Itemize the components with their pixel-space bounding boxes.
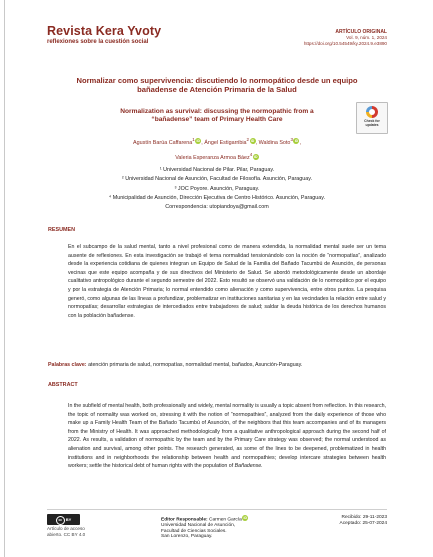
article-meta bbox=[304, 29, 387, 48]
author-affil-sup: 2 bbox=[246, 137, 250, 142]
page-edge-line bbox=[4, 0, 5, 557]
author-name: Agustín Barúa Caffarena bbox=[133, 139, 193, 146]
license-line: Artículo de acceso bbox=[47, 526, 85, 531]
affiliation-item: ² Universidad Nacional de Asunción, Facultad de Filosofía. Asunción, Paraguay. bbox=[121, 176, 313, 183]
received-date: Recibido: 29-11-2023 bbox=[341, 515, 387, 520]
orcid-icon[interactable]: iD bbox=[243, 516, 248, 520]
author-name: Ángel Estigarribia bbox=[204, 139, 247, 146]
abstract-heading: ABSTRACT bbox=[48, 382, 78, 388]
correspondence: Correspondencia: utopiandoya@gmail.com bbox=[165, 204, 269, 211]
affiliation-item: ⁴ Municipalidad de Asunción, Dirección Ejecutiva de Centro Histórico. Asunción, Paraguay. bbox=[108, 194, 326, 201]
volume-info: Vol. 9, núm. 1, 2024 bbox=[346, 35, 387, 41]
journal-subtitle: reflexiones sobre la cuestión social bbox=[47, 39, 149, 45]
editor-line: San Lorenzo, Paraguay. bbox=[161, 534, 213, 540]
editor-label: Editor Responsable: bbox=[161, 517, 208, 523]
editor-name: Carmen García bbox=[209, 517, 242, 523]
article-dates bbox=[340, 515, 387, 526]
keywords bbox=[48, 362, 386, 368]
doi-link[interactable]: https://doi.org/10.54549/ky.2024.9.e3890 bbox=[303, 41, 387, 47]
license-line: abierto. CC BY 4.0 bbox=[47, 531, 86, 537]
author-name: Valeria Esperanza Armoa Báez bbox=[175, 155, 250, 162]
orcid-icon[interactable]: iD bbox=[250, 139, 255, 144]
footer-divider bbox=[47, 509, 387, 510]
affiliations bbox=[60, 166, 374, 212]
abstract-text: In the subfield of mental health, both professionally and widely, mental normality is usually a topic absent from reflection. In this research, the topic of normality was worked on, stressing it with the notion of “normopathies”, analyzed from the daily experience of those who make up a Family Health Team of the Bañado Tacumbú of Asunción, of the neighbors that this team accompanies and of its managers from the Ministry of Health. It was approached methodologically from a qualitative anthropological approach during the second half of 2022. As results, a validation of normopathic by the team and by the Primary Care strategy was observed; the normal understood as alienation and survival, among other points. The research generated, as some of the lines to be deepened, problematized in health institutions and in neighborhoods the relationship between health and normopathies; develop intercare strategies between health workers; settle the historical debt of human rights with the population of bbox=[68, 403, 386, 470]
editor-line: Universidad Nacional de Asunción, bbox=[161, 523, 236, 529]
title-spanish: Normalizar como supervivencia: discutiendo lo normopático desde un equipo bañadense de Atención Primaria de la Salud bbox=[76, 76, 358, 95]
cc-badge-label: BY bbox=[65, 517, 72, 522]
abstract-body bbox=[68, 402, 386, 471]
author-name: Waldina Soto bbox=[258, 139, 291, 146]
editor-line: Facultad de Ciencias Sociales. bbox=[161, 528, 227, 534]
badge-line-2: updates bbox=[365, 123, 379, 127]
resumen-heading: RESUMEN bbox=[48, 227, 75, 233]
article-type: ARTÍCULO ORIGINAL bbox=[335, 29, 387, 35]
affiliation-item: ³ JOC Poyore. Asunción, Paraguay. bbox=[174, 185, 260, 192]
editor-info bbox=[161, 515, 248, 540]
badge-line-1: Check for bbox=[364, 119, 380, 123]
author-affil-sup: 1 bbox=[192, 137, 195, 142]
orcid-icon[interactable]: iD bbox=[196, 139, 201, 144]
journal-title: Revista Kera Yvoty bbox=[47, 24, 162, 38]
accepted-date: Aceptado: 25-07-2024 bbox=[339, 520, 387, 526]
creative-commons-icon: cc bbox=[56, 516, 65, 525]
check-for-updates-icon bbox=[366, 106, 378, 118]
keywords-text: atención primaria de salud, normopatías, normalidad mental, bañados, Asunción-Paraguay. bbox=[88, 362, 303, 368]
orcid-icon[interactable]: iD bbox=[294, 139, 299, 144]
author-affil-sup: 4 bbox=[249, 152, 253, 158]
title-english: Normalization as survival: discussing the normopathic from a “bañadense” team of Primary Health Care bbox=[120, 108, 314, 124]
resumen-text: En el subcampo de la salud mental, tanto a nivel profesional como de manera extendida, la normalidad mental suele ser un tema ausente de reflexiones. En esta investigación se trabajó el tema normalidad tensionándolo con la noción de “normopatías”, analizado desde la experiencia cotidiana de quienes integran un Equipo de Salud de la Familia del Bañado Tacumbú de Asunción, de personas vecinas que este equipo acompaña y de sus directivos del Ministerio de Salud. Se abordó metodológicamente desde un abordaje cualitativo antropológico durante el segundo semestre del 2022. Esto resultó se observó una validación de lo normopático por el equipo y por la estrategia de Atención Primaria; lo normal entendido como alienación y como supervivencia, entre otros puntos. La pesquisa generó, como algunas de las líneas a profundizar, problematizar en instituciones sanitarias y en las vecindades la relación entre salud y normopatías; desarrollar estrategias de intercediados entre trabajadores de salud; saldar la deuda histórica de los derechos humanos con la población bañadense. bbox=[68, 244, 386, 319]
check-for-updates-badge[interactable] bbox=[356, 102, 388, 134]
orcid-icon[interactable]: iD bbox=[254, 154, 258, 159]
cc-by-license-badge[interactable] bbox=[47, 514, 80, 525]
author-list: Agustín Barúa Caffarena$^1$ iD, Ángel Estigarribia$^2$ iD, Waldina Soto$^3$ iD, Valeria Esperanza Armoa Báez$^4$ iD bbox=[133, 137, 301, 162]
license-text bbox=[47, 526, 85, 537]
keywords-label: Palabras clave: bbox=[48, 362, 87, 368]
abstract-last-word: Bañadense. bbox=[234, 463, 263, 470]
author-affil-sup: 3 bbox=[290, 137, 293, 142]
affiliation-item: ¹ Universidad Nacional de Pilar. Pilar, Paraguay. bbox=[159, 167, 275, 173]
